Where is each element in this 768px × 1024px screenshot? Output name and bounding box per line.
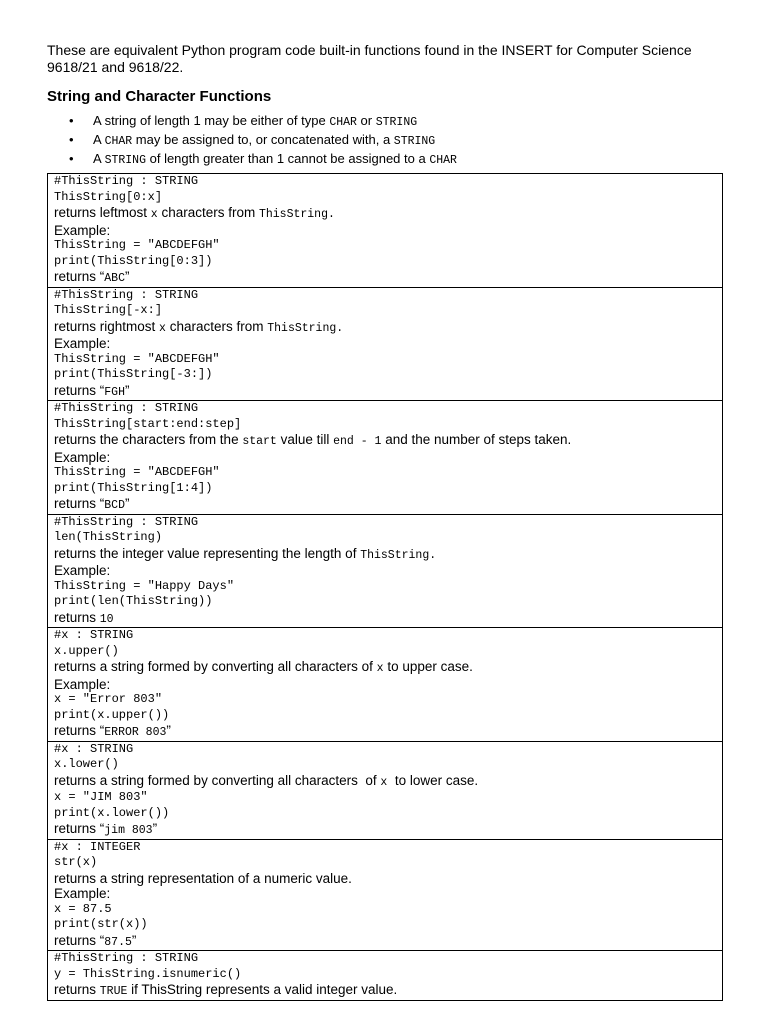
code-line: x = "JIM 803" bbox=[54, 790, 148, 804]
text-span: A bbox=[93, 132, 105, 147]
function-row bbox=[48, 839, 723, 951]
function-cell bbox=[48, 174, 723, 288]
code-line: ThisString = "ABCDEFGH" bbox=[54, 351, 220, 366]
function-row bbox=[48, 628, 723, 742]
code-line: ThisString[0:x] bbox=[54, 189, 163, 204]
text-span: returns bbox=[54, 982, 100, 997]
text-line bbox=[54, 677, 716, 693]
text-span: Example: bbox=[54, 336, 111, 351]
text-line bbox=[54, 563, 716, 579]
code-line: ThisString = "ABCDEFGH" bbox=[54, 238, 220, 252]
code-span: STRING bbox=[104, 154, 146, 167]
text-span: Example: bbox=[54, 563, 111, 578]
code-span: CHAR bbox=[329, 116, 357, 129]
text-span: returns “ bbox=[54, 269, 105, 284]
text-line bbox=[54, 871, 716, 887]
code-span: x bbox=[380, 775, 388, 789]
code-span: CHAR bbox=[429, 154, 457, 167]
code-line: #x : INTEGER bbox=[54, 839, 141, 854]
function-cell bbox=[48, 839, 723, 951]
text-line bbox=[54, 496, 716, 514]
code-line: print(ThisString[1:4]) bbox=[54, 480, 213, 495]
text-span: to upper case. bbox=[383, 659, 473, 674]
code-line: x.upper() bbox=[54, 643, 119, 658]
text-line bbox=[54, 205, 716, 223]
code-span: BCD bbox=[104, 499, 125, 512]
code-span: STRING bbox=[393, 135, 436, 148]
function-cell bbox=[48, 628, 723, 742]
text-line bbox=[54, 933, 716, 951]
text-line bbox=[54, 450, 716, 466]
text-span: returns rightmost bbox=[54, 318, 160, 334]
code-span: x bbox=[376, 662, 384, 675]
code-span: x bbox=[150, 208, 158, 221]
code-span: ThisString. bbox=[360, 548, 437, 562]
function-cell bbox=[48, 401, 723, 515]
code-span: ABC bbox=[104, 272, 125, 285]
code-span: ERROR 803 bbox=[104, 726, 167, 739]
bullet-item bbox=[47, 112, 723, 131]
text-span: ” bbox=[124, 382, 130, 398]
function-row bbox=[48, 951, 723, 1001]
code-span: TRUE bbox=[99, 985, 128, 998]
code-line: x = 87.5 bbox=[54, 901, 112, 916]
function-row bbox=[48, 174, 723, 288]
code-line: #ThisString : STRING bbox=[54, 401, 199, 415]
code-line: print(len(ThisString)) bbox=[54, 594, 213, 608]
text-span: of length greater than 1 cannot be assigned to a bbox=[146, 151, 430, 166]
code-line: print(x.lower()) bbox=[54, 805, 170, 820]
text-span: returns “ bbox=[54, 496, 105, 511]
text-span: returns “ bbox=[54, 382, 105, 398]
text-span: to lower case. bbox=[387, 772, 479, 788]
bullet-dot-icon: • bbox=[69, 113, 74, 128]
code-line: y = ThisString.isnumeric() bbox=[54, 966, 242, 981]
text-line bbox=[54, 723, 716, 741]
text-span: characters from bbox=[165, 318, 268, 334]
text-span: returns a string formed by converting all characters of bbox=[54, 659, 377, 674]
code-line: print(str(x)) bbox=[54, 917, 148, 931]
text-line bbox=[54, 319, 716, 337]
text-line bbox=[54, 773, 716, 791]
code-line: ThisString = "Happy Days" bbox=[54, 578, 235, 593]
code-line: #x : STRING bbox=[54, 741, 134, 756]
function-cell bbox=[48, 514, 723, 628]
code-span: start bbox=[242, 435, 277, 448]
text-span: A bbox=[93, 151, 105, 166]
code-span: x bbox=[159, 321, 166, 335]
section-heading: String and Character Functions bbox=[47, 88, 272, 105]
bullet-item bbox=[47, 150, 723, 169]
text-span: ” bbox=[124, 496, 130, 511]
code-line: x.lower() bbox=[54, 757, 119, 771]
document-page bbox=[47, 42, 723, 1001]
text-line bbox=[54, 269, 716, 287]
code-span: end - 1 bbox=[333, 435, 382, 448]
text-span: if ThisString represents a valid integer value. bbox=[127, 982, 398, 997]
text-span: Example: bbox=[54, 676, 111, 692]
code-line: #x : STRING bbox=[54, 628, 134, 642]
text-span: or bbox=[356, 113, 376, 128]
text-line bbox=[54, 432, 716, 450]
intro-paragraph: These are equivalent Python program code built-in functions found in the INSERT for Computer Science 9618/21 and 9618/22. bbox=[47, 42, 692, 75]
code-line: #ThisString : STRING bbox=[54, 174, 199, 188]
text-span: returns bbox=[54, 609, 100, 625]
bullet-list bbox=[47, 112, 723, 169]
code-line: print(x.upper()) bbox=[54, 707, 170, 722]
function-row bbox=[48, 514, 723, 628]
code-line: #ThisString : STRING bbox=[54, 514, 199, 529]
text-span: ” bbox=[124, 269, 130, 284]
text-span: and the number of steps taken. bbox=[381, 432, 572, 447]
function-row bbox=[48, 741, 723, 839]
code-line: ThisString = "ABCDEFGH" bbox=[54, 465, 220, 479]
code-span: FGH bbox=[104, 385, 125, 399]
text-line bbox=[54, 659, 716, 677]
code-line: #ThisString : STRING bbox=[54, 287, 199, 302]
code-line: str(x) bbox=[54, 855, 98, 869]
bullet-dot-icon: • bbox=[69, 132, 74, 147]
code-span: STRING bbox=[375, 116, 418, 129]
code-line: print(ThisString[0:3]) bbox=[54, 253, 213, 268]
text-span: returns “ bbox=[54, 723, 105, 738]
function-cell bbox=[48, 287, 723, 401]
text-span: Example: bbox=[54, 222, 111, 238]
text-span: ” bbox=[131, 932, 137, 948]
code-span: CHAR bbox=[104, 135, 133, 148]
function-row bbox=[48, 287, 723, 401]
code-line: ThisString[start:end:step] bbox=[54, 416, 242, 431]
text-span: ” bbox=[152, 821, 158, 836]
function-cell bbox=[48, 951, 723, 1001]
code-span: ThisString. bbox=[258, 208, 335, 221]
bullet-dot-icon: • bbox=[69, 151, 74, 166]
function-row bbox=[48, 401, 723, 515]
text-line bbox=[54, 383, 716, 401]
text-span: returns the integer value representing the length of bbox=[54, 545, 361, 561]
text-line bbox=[54, 223, 716, 239]
text-span: returns the characters from the bbox=[54, 432, 243, 447]
text-line bbox=[54, 610, 716, 628]
code-line: ThisString[-x:] bbox=[54, 303, 163, 317]
text-line bbox=[54, 821, 716, 839]
code-span: ThisString. bbox=[267, 321, 344, 335]
function-table bbox=[47, 173, 723, 1001]
text-span: value till bbox=[276, 432, 334, 447]
text-line bbox=[54, 336, 716, 352]
code-line: #ThisString : STRING bbox=[54, 951, 199, 965]
text-span: returns leftmost bbox=[54, 205, 151, 220]
text-span: returns “ bbox=[54, 821, 105, 836]
text-line bbox=[54, 982, 716, 1000]
text-span: A string of length 1 may be either of type bbox=[93, 113, 330, 128]
text-span: returns “ bbox=[54, 932, 105, 948]
text-line bbox=[54, 546, 716, 564]
text-line bbox=[54, 886, 716, 902]
code-line: print(ThisString[-3:]) bbox=[54, 367, 213, 381]
code-line: len(ThisString) bbox=[54, 530, 163, 544]
text-span: ” bbox=[166, 723, 171, 738]
function-cell bbox=[48, 741, 723, 839]
code-line: x = "Error 803" bbox=[54, 692, 163, 706]
text-span: returns a string formed by converting all characters of bbox=[54, 772, 381, 788]
text-span: Example: bbox=[54, 886, 111, 901]
text-span: may be assigned to, or concatenated with, a bbox=[132, 132, 394, 147]
code-span: 87.5 bbox=[104, 935, 132, 949]
code-span: jim 803 bbox=[104, 824, 153, 837]
bullet-item bbox=[47, 131, 723, 150]
code-span: 10 bbox=[99, 612, 114, 626]
text-span: returns a string representation of a numeric value. bbox=[54, 870, 352, 886]
text-span: Example: bbox=[54, 449, 111, 465]
text-span: characters from bbox=[157, 205, 259, 220]
